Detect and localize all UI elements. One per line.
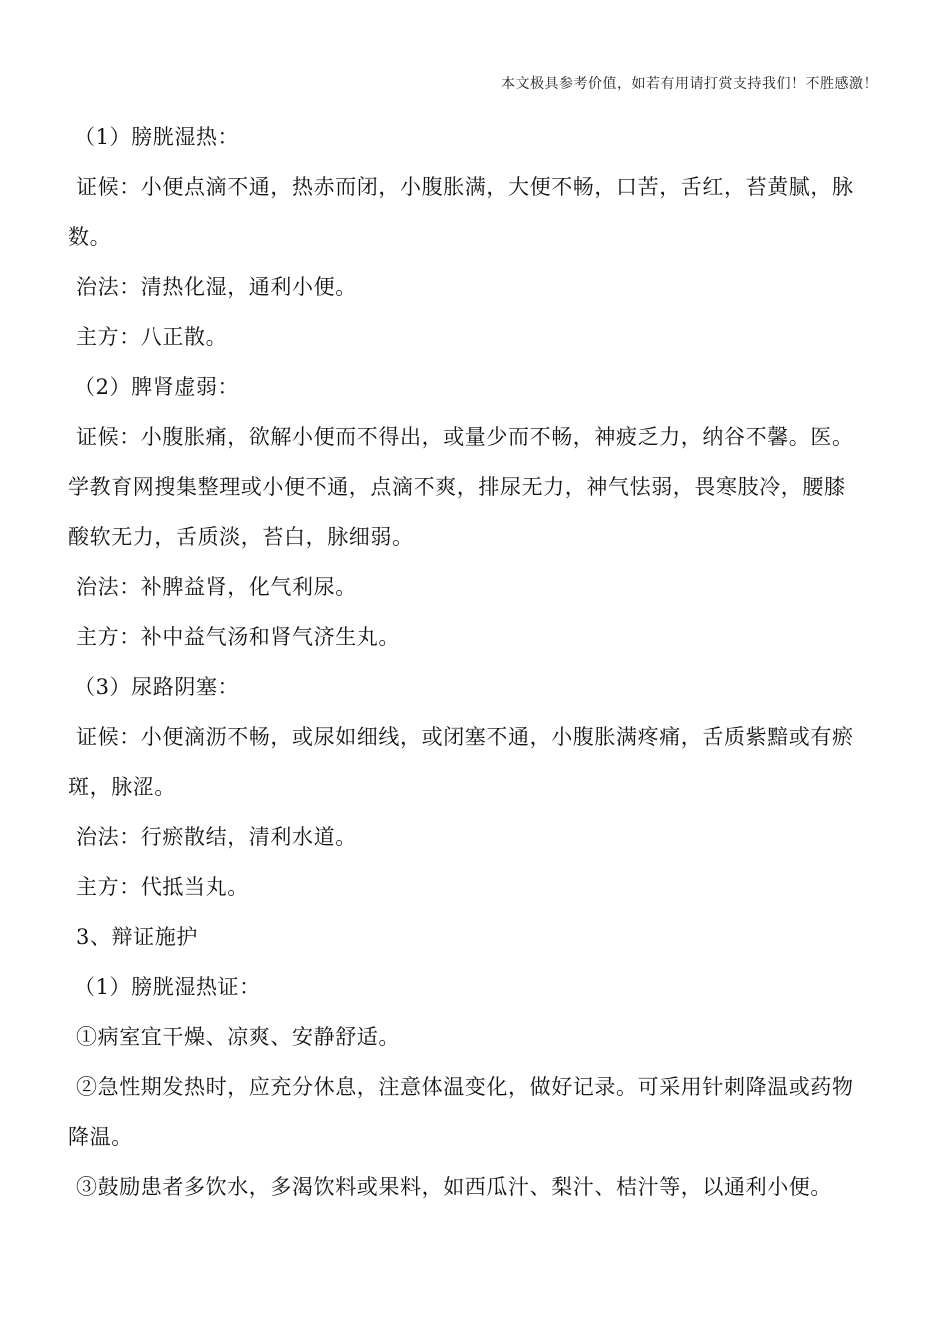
list-item: ③鼓励患者多饮水，多渴饮料或果料，如西瓜汁、梨汁、桔汁等，以通利小便。 (76, 1175, 832, 1199)
paragraph-line: 治法：行瘀散结，清利水道。 (76, 825, 357, 849)
section-heading-urinary-obstruction: （3）尿路阴塞： (74, 675, 240, 699)
paragraph-line: 学教育网搜集整理或小便不通，点滴不爽，排尿无力，神气怯弱，畏寒肢冷，腰膝 (68, 475, 846, 499)
paragraph-line: 证候：小便滴沥不畅，或尿如细线，或闭塞不通，小腹胀满疼痛，舌质紫黯或有瘀 (76, 725, 854, 749)
paragraph-line: 主方：八正散。 (76, 325, 228, 349)
paragraph-line: 治法：清热化湿，通利小便。 (76, 275, 357, 299)
subsection-heading-bladder-damp-heat: （1）膀胱湿热证： (74, 975, 261, 999)
list-item: ①病室宜干燥、凉爽、安静舒适。 (76, 1025, 400, 1049)
paragraph-line: 降温。 (68, 1125, 133, 1149)
paragraph-line: 斑，脉涩。 (68, 775, 176, 799)
list-item: ②急性期发热时，应充分休息，注意体温变化，做好记录。可采用针刺降温或药物 (76, 1075, 854, 1099)
paragraph-line: 数。 (68, 225, 112, 249)
section-heading-nursing: 3、辩证施护 (76, 925, 198, 949)
section-heading-spleen-kidney: （2）脾肾虚弱： (74, 375, 240, 399)
document-body (68, 117, 883, 1217)
paragraph-line: 主方：代抵当丸。 (76, 875, 249, 899)
header-note: 本文极具参考价值，如若有用请打赏支持我们！不胜感激！ (501, 76, 878, 92)
paragraph-line: 治法：补脾益肾，化气利尿。 (76, 575, 357, 599)
section-heading-bladder-damp-heat: （1）膀胱湿热： (74, 125, 240, 149)
paragraph-line: 证候：小便点滴不通，热赤而闭，小腹胀满，大便不畅，口苦，舌红，苔黄腻，脉 (76, 175, 854, 199)
paragraph-line: 证候：小腹胀痛，欲解小便而不得出，或量少而不畅，神疲乏力，纳谷不馨。医。 (76, 425, 854, 449)
paragraph-line: 酸软无力，舌质淡，苔白，脉细弱。 (68, 525, 414, 549)
paragraph-line: 主方：补中益气汤和肾气济生丸。 (76, 625, 400, 649)
